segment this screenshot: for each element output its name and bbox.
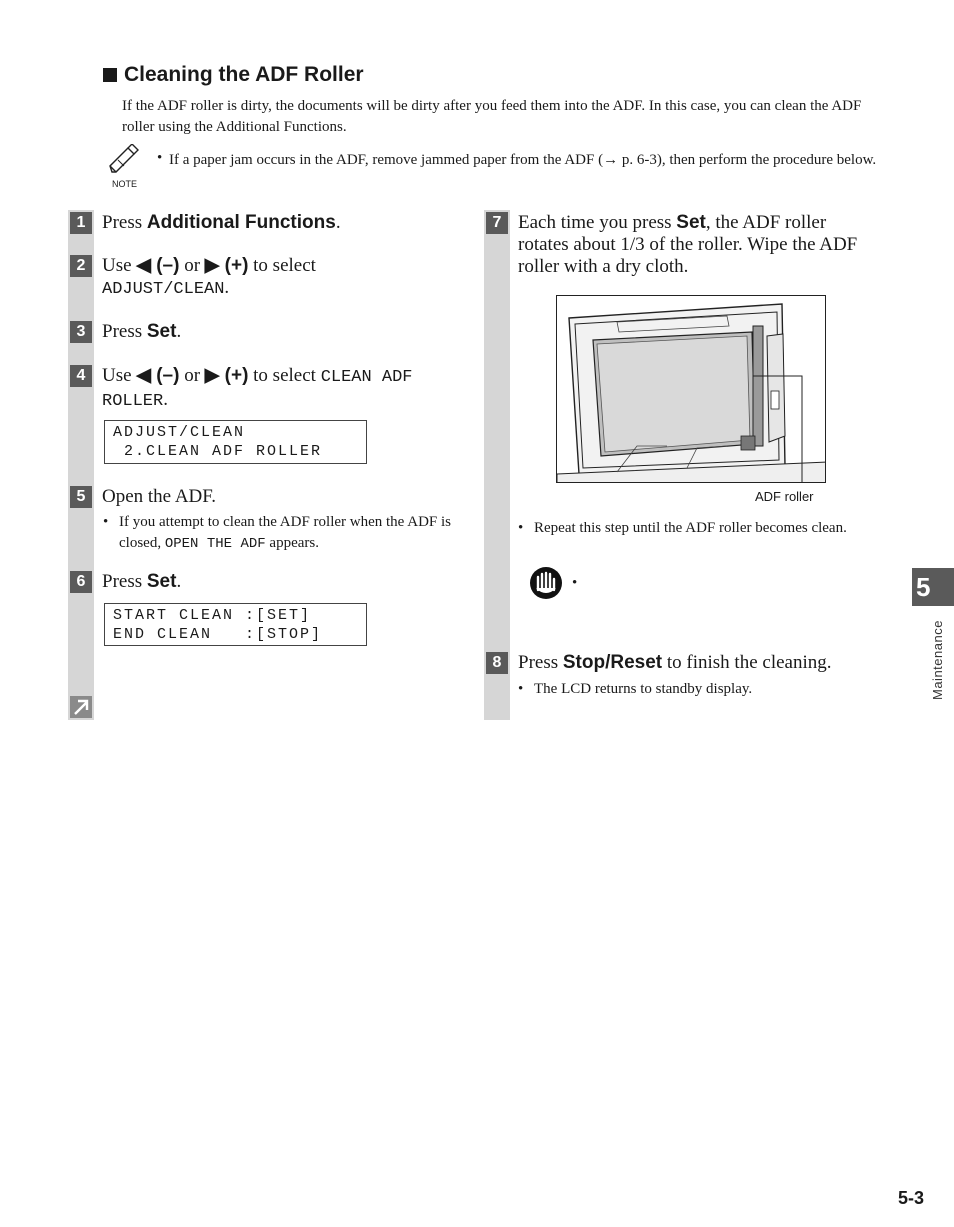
additional-functions-key: Additional Functions [146,212,336,233]
step-7-text: Each time you press Set, the ADF roller rotates about 1/3 of the roller. Wipe the ADF roller with a dry cloth. [518,212,858,277]
set-key: Set [676,212,706,233]
adf-open-illustration [557,296,826,483]
step-number-7: 7 [486,212,508,234]
arrow-up-right-icon [70,696,92,718]
note-label: NOTE [112,179,138,189]
adf-figure [556,295,826,483]
plus-key: ▶ (+) [204,255,249,276]
note-bullet: • [157,150,163,166]
adf-roller-callout: ADF roller [755,489,814,504]
square-bullet-icon [103,68,117,82]
step-1-text: Press Additional Functions. [102,212,341,233]
hand-stop-icon [522,566,570,600]
step-8-bullet: The LCD returns to standby display. [534,681,753,697]
step-2-text: Use ◀ (–) or ▶ (+) to select ADJUST/CLEAN. [102,255,316,299]
chapter-tab: 5 [912,568,954,606]
step-3-text: Press Set. [102,321,182,342]
continue-arrow [70,696,92,718]
step-number-1: 1 [70,212,92,234]
lcd-display-start-clean: START CLEAN :[SET] END CLEAN :[STOP] [104,603,367,646]
step-number-4: 4 [70,365,92,387]
adjust-clean-display: ADJUST/CLEAN [102,280,225,299]
minus-key: ◀ (–) [136,255,180,276]
step-number-6: 6 [70,571,92,593]
step-4-text: Use ◀ (–) or ▶ (+) to select CLEAN ADF ROLLER. [102,365,413,411]
note-text: If a paper jam occurs in the ADF, remove jammed paper from the ADF (→ p. 6-3), then perform the procedure below. [169,152,877,168]
step-8-text: Press Stop/Reset to finish the cleaning. [518,652,832,673]
note-icon-block [108,144,144,188]
minus-key: ◀ (–) [136,365,180,386]
step-number-5: 5 [70,486,92,508]
section-title: Cleaning the ADF Roller [124,63,364,86]
step-number-8: 8 [486,652,508,674]
step-6-text: Press Set. [102,571,182,592]
step-7-bullet: Repeat this step until the ADF roller becomes clean. [534,520,847,536]
step-number-2: 2 [70,255,92,277]
side-label: Maintenance [930,620,945,700]
set-key: Set [146,571,177,592]
step-number-3: 3 [70,321,92,343]
plus-key: ▶ (+) [204,365,249,386]
page-number: 5-3 [898,1188,925,1208]
step-5-bullet: If you attempt to clean the ADF roller when the ADF is closed, OPEN THE ADF appears. [119,514,452,552]
set-key: Set [146,321,177,342]
important-icon-block [522,566,570,614]
stop-reset-key: Stop/Reset [562,652,663,673]
right-step-bar [484,210,510,720]
pencil-note-icon [108,144,144,174]
left-step-bar [68,210,94,720]
section-heading [103,63,364,87]
intro-paragraph: If the ADF roller is dirty, the documents will be dirty after you feed them into the ADF. In this case, you can clean the ADF roller using the Additional Functions. [122,98,862,135]
step-5-text: Open the ADF. [102,486,217,507]
lcd-display-adjust-clean: ADJUST/CLEAN 2.CLEAN ADF ROLLER [104,420,367,464]
